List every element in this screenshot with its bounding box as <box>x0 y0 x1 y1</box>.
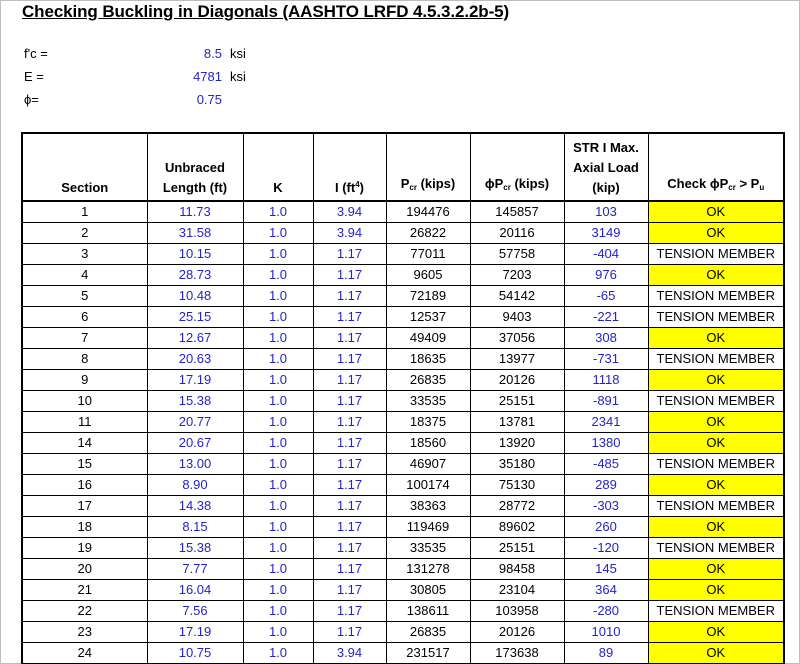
table-row <box>22 286 784 307</box>
table-row <box>22 601 784 622</box>
unbraced-length-cell[interactable]: 8.90 <box>147 475 243 496</box>
header-pcr[interactable]: $P_{cr}$ (kips) <box>386 133 470 201</box>
unbraced-length-cell[interactable]: 13.00 <box>147 454 243 475</box>
k-cell[interactable]: 1.0 <box>243 622 313 643</box>
param-label: f'c = <box>24 46 48 61</box>
section-cell[interactable]: 16 <box>22 475 147 496</box>
check-cell[interactable]: OK <box>648 370 784 391</box>
table-body <box>22 201 784 664</box>
axial-load-cell[interactable]: 976 <box>564 265 648 286</box>
inertia-cell[interactable]: 1.17 <box>313 559 386 580</box>
axial-load-cell[interactable]: -120 <box>564 538 648 559</box>
inertia-cell[interactable]: 1.17 <box>313 475 386 496</box>
table-row <box>22 244 784 265</box>
inertia-cell[interactable]: 1.17 <box>313 370 386 391</box>
axial-load-cell[interactable]: -303 <box>564 496 648 517</box>
param-label: ϕ= <box>24 92 39 107</box>
unbraced-length-cell[interactable]: 14.38 <box>147 496 243 517</box>
check-cell[interactable]: OK <box>648 559 784 580</box>
header-section[interactable]: Section <box>22 133 147 201</box>
section-cell[interactable]: 9 <box>22 370 147 391</box>
k-cell[interactable]: 1.0 <box>243 223 313 244</box>
unbraced-length-cell[interactable]: 15.38 <box>147 391 243 412</box>
table-row <box>22 307 784 328</box>
phi-pcr-cell[interactable]: 9403 <box>470 307 564 328</box>
table-row <box>22 412 784 433</box>
check-cell[interactable]: OK <box>648 517 784 538</box>
axial-load-cell[interactable]: 289 <box>564 475 648 496</box>
inertia-cell[interactable]: 1.17 <box>313 391 386 412</box>
axial-load-cell[interactable]: 145 <box>564 559 648 580</box>
k-cell[interactable]: 1.0 <box>243 538 313 559</box>
pcr-cell[interactable]: 26822 <box>386 223 470 244</box>
table-row <box>22 370 784 391</box>
table-row <box>22 643 784 664</box>
phi-pcr-cell[interactable]: 103958 <box>470 601 564 622</box>
axial-load-cell[interactable]: 1010 <box>564 622 648 643</box>
axial-load-cell[interactable]: 89 <box>564 643 648 664</box>
check-cell[interactable]: OK <box>648 475 784 496</box>
pcr-cell[interactable]: 131278 <box>386 559 470 580</box>
unbraced-length-cell[interactable]: 7.77 <box>147 559 243 580</box>
phi-pcr-cell[interactable]: 13781 <box>470 412 564 433</box>
check-cell[interactable]: TENSION MEMBER <box>648 538 784 559</box>
unbraced-length-cell[interactable]: 7.56 <box>147 601 243 622</box>
check-cell[interactable]: TENSION MEMBER <box>648 601 784 622</box>
k-cell[interactable]: 1.0 <box>243 517 313 538</box>
check-cell[interactable]: OK <box>648 412 784 433</box>
inertia-cell[interactable]: 1.17 <box>313 286 386 307</box>
phi-pcr-cell[interactable]: 98458 <box>470 559 564 580</box>
phi-pcr-cell[interactable]: 28772 <box>470 496 564 517</box>
check-cell[interactable]: OK <box>648 328 784 349</box>
phi-pcr-cell[interactable]: 173638 <box>470 643 564 664</box>
phi-pcr-cell[interactable]: 25151 <box>470 538 564 559</box>
section-cell[interactable]: 23 <box>22 622 147 643</box>
table-row <box>22 223 784 244</box>
inertia-cell[interactable]: 1.17 <box>313 349 386 370</box>
phi-pcr-cell[interactable]: 75130 <box>470 475 564 496</box>
table-row <box>22 475 784 496</box>
unbraced-length-cell[interactable]: 16.04 <box>147 580 243 601</box>
axial-load-cell[interactable]: -280 <box>564 601 648 622</box>
unbraced-length-cell[interactable]: 31.58 <box>147 223 243 244</box>
k-cell[interactable]: 1.0 <box>243 475 313 496</box>
table-row <box>22 622 784 643</box>
table-row <box>22 201 784 223</box>
section-cell[interactable]: 10 <box>22 391 147 412</box>
header-unbraced-length[interactable]: Unbraced Length (ft) <box>147 133 243 201</box>
axial-load-cell[interactable]: 103 <box>564 201 648 223</box>
k-cell[interactable]: 1.0 <box>243 265 313 286</box>
phi-pcr-cell[interactable]: 54142 <box>470 286 564 307</box>
k-cell[interactable]: 1.0 <box>243 328 313 349</box>
check-cell[interactable]: OK <box>648 433 784 454</box>
section-cell[interactable]: 6 <box>22 307 147 328</box>
phi-pcr-cell[interactable]: 145857 <box>470 201 564 223</box>
inertia-cell[interactable]: 1.17 <box>313 454 386 475</box>
section-cell[interactable]: 17 <box>22 496 147 517</box>
check-cell[interactable]: TENSION MEMBER <box>648 454 784 475</box>
k-cell[interactable]: 1.0 <box>243 412 313 433</box>
section-cell[interactable]: 5 <box>22 286 147 307</box>
inertia-cell[interactable]: 1.17 <box>313 433 386 454</box>
param-value[interactable]: 4781 <box>193 69 222 84</box>
phi-pcr-cell[interactable]: 20116 <box>470 223 564 244</box>
inertia-cell[interactable]: 1.17 <box>313 601 386 622</box>
param-phi <box>24 90 284 110</box>
table-row <box>22 496 784 517</box>
k-cell[interactable]: 1.0 <box>243 201 313 223</box>
k-cell[interactable]: 1.0 <box>243 496 313 517</box>
phi-pcr-cell[interactable]: 13977 <box>470 349 564 370</box>
section-cell[interactable]: 8 <box>22 349 147 370</box>
k-cell[interactable]: 1.0 <box>243 601 313 622</box>
axial-load-cell[interactable]: 1118 <box>564 370 648 391</box>
k-cell[interactable]: 1.0 <box>243 580 313 601</box>
inertia-cell[interactable]: 1.17 <box>313 307 386 328</box>
inertia-cell[interactable]: 1.17 <box>313 538 386 559</box>
k-cell[interactable]: 1.0 <box>243 307 313 328</box>
check-cell[interactable]: TENSION MEMBER <box>648 349 784 370</box>
unbraced-length-cell[interactable]: 28.73 <box>147 265 243 286</box>
unbraced-length-cell[interactable]: 10.75 <box>147 643 243 664</box>
inertia-cell[interactable]: 3.94 <box>313 223 386 244</box>
unbraced-length-cell[interactable]: 11.73 <box>147 201 243 223</box>
table-row <box>22 580 784 601</box>
unbraced-length-cell[interactable]: 20.67 <box>147 433 243 454</box>
sheet-title: Checking Buckling in Diagonals (AASHTO LRFD 4.5.3.2.2b-5) <box>22 2 510 21</box>
header-k[interactable]: K <box>243 133 313 201</box>
section-cell[interactable]: 21 <box>22 580 147 601</box>
unbraced-length-cell[interactable]: 15.38 <box>147 538 243 559</box>
param-fc <box>24 44 284 64</box>
unbraced-length-cell[interactable]: 25.15 <box>147 307 243 328</box>
param-e <box>24 67 284 87</box>
phi-pcr-cell[interactable]: 89602 <box>470 517 564 538</box>
inertia-cell[interactable]: 1.17 <box>313 244 386 265</box>
section-cell[interactable]: 3 <box>22 244 147 265</box>
axial-load-cell[interactable]: 308 <box>564 328 648 349</box>
k-cell[interactable]: 1.0 <box>243 391 313 412</box>
table-row <box>22 391 784 412</box>
header-phi-pcr[interactable]: $\phi P_{cr}$ (kips) <box>470 133 564 201</box>
phi-pcr-cell[interactable]: 13920 <box>470 433 564 454</box>
pcr-cell[interactable]: 119469 <box>386 517 470 538</box>
axial-load-cell[interactable]: -65 <box>564 286 648 307</box>
section-cell[interactable]: 2 <box>22 223 147 244</box>
unbraced-length-cell[interactable]: 12.67 <box>147 328 243 349</box>
table-row <box>22 433 784 454</box>
k-cell[interactable]: 1.0 <box>243 244 313 265</box>
phi-pcr-cell[interactable]: 23104 <box>470 580 564 601</box>
section-cell[interactable]: 11 <box>22 412 147 433</box>
check-cell[interactable]: TENSION MEMBER <box>648 307 784 328</box>
header-check[interactable]: Check $\phi P_{cr} > P_u$ <box>648 133 784 201</box>
table-row <box>22 328 784 349</box>
phi-pcr-cell[interactable]: 35180 <box>470 454 564 475</box>
param-value[interactable]: 0.75 <box>196 92 222 107</box>
unbraced-length-cell[interactable]: 17.19 <box>147 370 243 391</box>
pcr-cell[interactable]: 30805 <box>386 580 470 601</box>
check-cell[interactable]: OK <box>648 223 784 244</box>
axial-load-cell[interactable]: -891 <box>564 391 648 412</box>
unbraced-length-cell[interactable]: 10.48 <box>147 286 243 307</box>
check-cell[interactable]: OK <box>648 265 784 286</box>
unbraced-length-cell[interactable]: 8.15 <box>147 517 243 538</box>
inertia-cell[interactable]: 1.17 <box>313 496 386 517</box>
inertia-cell[interactable]: 3.94 <box>313 643 386 664</box>
param-unit: ksi <box>230 46 246 61</box>
phi-pcr-cell[interactable]: 20126 <box>470 370 564 391</box>
axial-load-cell[interactable]: 260 <box>564 517 648 538</box>
axial-load-cell[interactable]: 2341 <box>564 412 648 433</box>
section-cell[interactable]: 1 <box>22 201 147 223</box>
axial-load-cell[interactable]: -404 <box>564 244 648 265</box>
phi-pcr-cell[interactable]: 25151 <box>470 391 564 412</box>
check-cell[interactable]: OK <box>648 643 784 664</box>
pcr-cell[interactable]: 12537 <box>386 307 470 328</box>
phi-pcr-cell[interactable]: 57758 <box>470 244 564 265</box>
k-cell[interactable]: 1.0 <box>243 433 313 454</box>
pcr-cell[interactable]: 38363 <box>386 496 470 517</box>
phi-pcr-cell[interactable]: 37056 <box>470 328 564 349</box>
header-row <box>22 133 784 201</box>
buckling-table <box>21 132 785 664</box>
axial-load-cell[interactable]: 364 <box>564 580 648 601</box>
pcr-cell[interactable]: 49409 <box>386 328 470 349</box>
unbraced-length-cell[interactable]: 20.63 <box>147 349 243 370</box>
k-cell[interactable]: 1.0 <box>243 349 313 370</box>
k-cell[interactable]: 1.0 <box>243 643 313 664</box>
section-cell[interactable]: 24 <box>22 643 147 664</box>
section-cell[interactable]: 19 <box>22 538 147 559</box>
section-cell[interactable]: 14 <box>22 433 147 454</box>
param-label: E = <box>24 69 44 84</box>
table-row <box>22 349 784 370</box>
pcr-cell[interactable]: 231517 <box>386 643 470 664</box>
pcr-cell[interactable]: 33535 <box>386 391 470 412</box>
k-cell[interactable]: 1.0 <box>243 559 313 580</box>
unbraced-length-cell[interactable]: 10.15 <box>147 244 243 265</box>
section-cell[interactable]: 7 <box>22 328 147 349</box>
phi-pcr-cell[interactable]: 20126 <box>470 622 564 643</box>
section-cell[interactable]: 22 <box>22 601 147 622</box>
section-cell[interactable]: 20 <box>22 559 147 580</box>
header-str-axial-load[interactable]: STR I Max. Axial Load (kip) <box>564 133 648 201</box>
pcr-cell[interactable]: 194476 <box>386 201 470 223</box>
inertia-cell[interactable]: 1.17 <box>313 328 386 349</box>
pcr-cell[interactable]: 46907 <box>386 454 470 475</box>
axial-load-cell[interactable]: -731 <box>564 349 648 370</box>
pcr-cell[interactable]: 18560 <box>386 433 470 454</box>
check-cell[interactable]: OK <box>648 201 784 223</box>
pcr-cell[interactable]: 9605 <box>386 265 470 286</box>
inertia-cell[interactable]: 1.17 <box>313 580 386 601</box>
check-cell[interactable]: TENSION MEMBER <box>648 496 784 517</box>
pcr-cell[interactable]: 72189 <box>386 286 470 307</box>
pcr-cell[interactable]: 18635 <box>386 349 470 370</box>
header-inertia[interactable]: I $(ft^4)$ <box>313 133 386 201</box>
inertia-cell[interactable]: 1.17 <box>313 517 386 538</box>
inertia-cell[interactable]: 1.17 <box>313 265 386 286</box>
axial-load-cell[interactable]: 1380 <box>564 433 648 454</box>
section-cell[interactable]: 18 <box>22 517 147 538</box>
unbraced-length-cell[interactable]: 17.19 <box>147 622 243 643</box>
inertia-cell[interactable]: 3.94 <box>313 201 386 223</box>
axial-load-cell[interactable]: -221 <box>564 307 648 328</box>
pcr-cell[interactable]: 26835 <box>386 370 470 391</box>
k-cell[interactable]: 1.0 <box>243 370 313 391</box>
pcr-cell[interactable]: 33535 <box>386 538 470 559</box>
unbraced-length-cell[interactable]: 20.77 <box>147 412 243 433</box>
k-cell[interactable]: 1.0 <box>243 286 313 307</box>
phi-pcr-cell[interactable]: 7203 <box>470 265 564 286</box>
section-cell[interactable]: 15 <box>22 454 147 475</box>
check-cell[interactable]: TENSION MEMBER <box>648 286 784 307</box>
pcr-cell[interactable]: 77011 <box>386 244 470 265</box>
inertia-cell[interactable]: 1.17 <box>313 412 386 433</box>
axial-load-cell[interactable]: -485 <box>564 454 648 475</box>
table-row <box>22 265 784 286</box>
check-cell[interactable]: OK <box>648 580 784 601</box>
pcr-cell[interactable]: 138611 <box>386 601 470 622</box>
param-value[interactable]: 8.5 <box>203 46 222 61</box>
check-cell[interactable]: TENSION MEMBER <box>648 244 784 265</box>
pcr-cell[interactable]: 26835 <box>386 622 470 643</box>
param-unit: ksi <box>230 69 246 84</box>
section-cell[interactable]: 4 <box>22 265 147 286</box>
axial-load-cell[interactable]: 3149 <box>564 223 648 244</box>
pcr-cell[interactable]: 100174 <box>386 475 470 496</box>
k-cell[interactable]: 1.0 <box>243 454 313 475</box>
table-row <box>22 559 784 580</box>
table-row <box>22 538 784 559</box>
check-cell[interactable]: TENSION MEMBER <box>648 391 784 412</box>
pcr-cell[interactable]: 18375 <box>386 412 470 433</box>
check-cell[interactable]: OK <box>648 622 784 643</box>
table-row <box>22 517 784 538</box>
inertia-cell[interactable]: 1.17 <box>313 622 386 643</box>
table-row <box>22 454 784 475</box>
